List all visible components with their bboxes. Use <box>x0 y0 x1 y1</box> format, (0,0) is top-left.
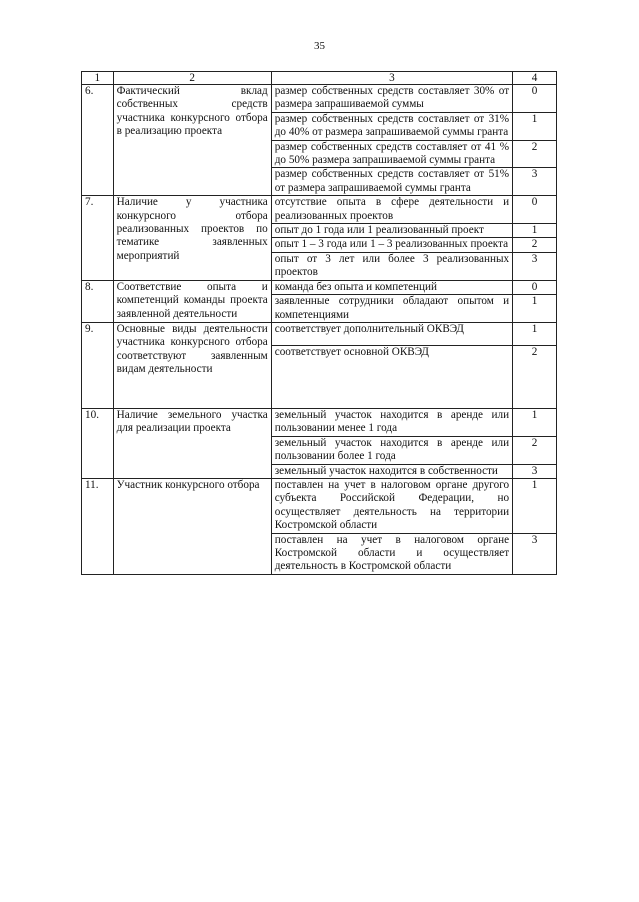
criterion-name: Участник конкурсного отбора <box>113 478 271 574</box>
table-row <box>82 408 557 436</box>
criterion-number: 10. <box>82 408 114 478</box>
criterion-number: 7. <box>82 196 114 280</box>
option-score: 1 <box>513 112 557 140</box>
option-text: опыт от 3 лет или более 3 реализованных проектов <box>271 252 512 280</box>
criterion-number: 11. <box>82 478 114 574</box>
table-row <box>82 280 557 294</box>
option-text: земельный участок находится в собственности <box>271 464 512 478</box>
option-text: размер собственных средств составляет от 31% до 40% от размера запрашиваемой суммы гранта <box>271 112 512 140</box>
option-text: соответствует основной ОКВЭД <box>271 345 512 408</box>
criterion-name: Соответствие опыта и компетенций команды проекта заявленной деятельности <box>113 280 271 322</box>
option-text: земельный участок находится в аренде или пользовании более 1 года <box>271 436 512 464</box>
option-score: 1 <box>513 322 557 345</box>
option-score: 3 <box>513 533 557 574</box>
header-col-3: 3 <box>271 72 512 85</box>
option-score: 1 <box>513 478 557 533</box>
table-row <box>82 196 557 224</box>
option-score: 1 <box>513 224 557 238</box>
option-text: команда без опыта и компетенций <box>271 280 512 294</box>
option-text: размер собственных средств составляет от 51% от размера запрашиваемой суммы гранта <box>271 168 512 196</box>
option-text: заявленные сотрудники обладают опытом и компетенциями <box>271 295 512 323</box>
header-col-4: 4 <box>513 72 557 85</box>
option-text: соответствует дополнительный ОКВЭД <box>271 322 512 345</box>
option-score: 3 <box>513 464 557 478</box>
criteria-table <box>81 71 557 575</box>
table-row <box>82 85 557 113</box>
option-text: земельный участок находится в аренде или пользовании менее 1 года <box>271 408 512 436</box>
option-score: 1 <box>513 408 557 436</box>
option-score: 2 <box>513 436 557 464</box>
option-score: 3 <box>513 168 557 196</box>
option-text: опыт до 1 года или 1 реализованный проект <box>271 224 512 238</box>
option-score: 2 <box>513 345 557 408</box>
table-header-row <box>82 72 557 85</box>
criterion-number: 6. <box>82 85 114 196</box>
option-text: поставлен на учет в налоговом органе Костромской области и осуществляет деятельность в Костромской области <box>271 533 512 574</box>
option-text: поставлен на учет в налоговом органе другого субъекта Российской Федерации, но осуществляет деятельность на территории Костромской области <box>271 478 512 533</box>
page-number: 35 <box>314 40 325 52</box>
criterion-name: Основные виды деятельности участника конкурсного отбора соответствуют заявленным видам деятельности <box>113 322 271 408</box>
criterion-name: Фактический вклад собственных средств участника конкурсного отбора в реализацию проекта <box>113 85 271 196</box>
table-row <box>82 478 557 533</box>
option-text: размер собственных средств составляет от 41 % до 50% размера запрашиваемой суммы гранта <box>271 140 512 168</box>
option-score: 0 <box>513 85 557 113</box>
criterion-name: Наличие у участника конкурсного отбора реализованных проектов по тематике заявленных мероприятий <box>113 196 271 280</box>
table-row <box>82 322 557 345</box>
header-col-1: 1 <box>82 72 114 85</box>
option-score: 0 <box>513 196 557 224</box>
option-score: 2 <box>513 238 557 252</box>
option-text: опыт 1 – 3 года или 1 – 3 реализованных проекта <box>271 238 512 252</box>
option-score: 2 <box>513 140 557 168</box>
option-score: 3 <box>513 252 557 280</box>
option-score: 1 <box>513 295 557 323</box>
header-col-2: 2 <box>113 72 271 85</box>
option-score: 0 <box>513 280 557 294</box>
option-text: отсутствие опыта в сфере деятельности и реализованных проектов <box>271 196 512 224</box>
criterion-number: 8. <box>82 280 114 322</box>
criterion-name: Наличие земельного участка для реализации проекта <box>113 408 271 478</box>
option-text: размер собственных средств составляет 30% от размера запрашиваемой суммы <box>271 85 512 113</box>
criterion-number: 9. <box>82 322 114 408</box>
